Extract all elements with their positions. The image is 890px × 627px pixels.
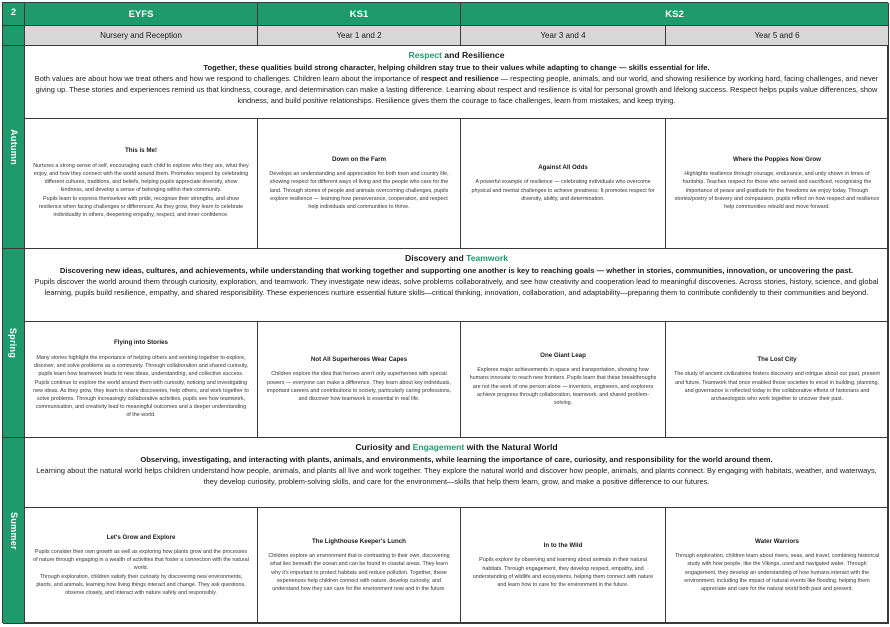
unit-lets-grow-and-explore: Let's Grow and Explore Pupils consider their own growth as well as exploring how plants grow and the processes of nature through engaging in a wealth of activities that foster a connection with the natural world. Through exploration, children satisfy their curiosity by discovering new environments, plants, and animals, learning how living things interact and change. They ask questions, observe closely, and interact with nature safely and responsibly. — [25, 508, 258, 624]
summer-theme-band — [25, 438, 889, 508]
unit-the-lost-city: The Lost City The study of ancient civilizations fosters discovery and intrigue about our past, present and future. Teamwork that once enabled those societies to excel in building, planning, and governance is reflected today in the collaborative efforts of historians and archaeologists who work together to uncover their past. — [666, 322, 889, 438]
term-label-autumn: Autumn — [3, 46, 25, 249]
unit-down-on-the-farm: Down on the Farm Develops an understanding and appreciation for both town and country life, showing respect for different ways of living and the people who care for the land. Through stories of people and animals overcoming challenges, pupils explore resilience — learning how perseverance, cooperation, and respect help individuals and communities to thrive. — [258, 119, 461, 249]
summer-intro: Learning about the natural world helps children understand how people, animals, and plants all live and work together. They explore the natural world and discover how people, animals, and plants connect. By engaging with habitats, weather, and waterways, they develop curiosity, problem-solving skills, and care for the environment—skills that help them learn, grow, and make a positive difference to our futures. — [36, 466, 877, 487]
unit-water-warriors: Water Warriors Through exploration, children learn about rivers, seas, and travel, combining historical study with how people, like the Vikings, used and navigated water. Through engagement, they develop an understanding of how humans interact with the environment, including the impact of natural events like flooding, helping them appreciate and care for the natural world both past and present. — [666, 508, 889, 624]
term-label-spring: Spring — [3, 249, 25, 438]
subheader-year-1-2: Year 1 and 2 — [258, 26, 461, 46]
term-label-summer: Summer — [3, 438, 25, 624]
spring-tagline: Discovering new ideas, cultures, and achievements, while understanding that working together and supporting one another is key to reaching goals — whether in stories, communities, innovation, or uncovering the past. — [59, 266, 854, 276]
unit-not-all-superheroes-wear-capes: Not All Superheroes Wear Capes Children explore the idea that heroes aren't only superheroes with special powers — everyone can make a difference. They learn about key individuals, important careers and contributions to society, particularly caring professions, and discover how teamwork is essential in real life. — [258, 322, 461, 438]
curriculum-grid — [2, 2, 888, 623]
summer-theme-title: Curiosity and Engagement with the Natural World — [355, 442, 558, 452]
unit-against-all-odds: Against All Odds A powerful example of resilience — celebrating individuals who overcome physical and mental challenges to achieve greatness. It promotes respect for diversity, ability, and determination. — [461, 119, 666, 249]
unit-this-is-me: This is Me! Nurtures a strong sense of self, encouraging each child to explore who they are, what they enjoy, and how they connect with the world around them. Promotes respect by celebrating different cultures, traditions, and beliefs, helping pupils appreciate diversity, show kindness, and develop a sense of belonging within their community. Pupils learn to express themselves with pride, recognise their strengths, and show resilience when facing challenges or differences. As they grow, they learn to celebrate individuality in others, deepening empathy, respect, and inner confidence. — [25, 119, 258, 249]
corner-spacer — [3, 26, 25, 46]
unit-flying-into-stories: Flying into Stories Many stories highlight the importance of helping others and working together to explore, discover, and solve problems as a community. Through collaboration and shared curiosity, pupils learn how teamwork leads to new ideas, understanding, and collective success. Pupils continue to explore the world around them with curiosity, noticing and investigating new ideas. As they grow, they learn to share discoveries, help others, and work together to solve problems. Through increasingly collaborative activities, pupils see how teamwork, communication, and creativity lead to meaningful outcomes and a deeper understanding of the world. — [25, 322, 258, 438]
spring-intro: Pupils discover the world around them through curiosity, exploration, and teamwork. They investigate new ideas, solve problems collaboratively, and see how creativity and cooperation lead to meaningful discoveries. Across stories, history, science, and global learning, pupils build resilience, empathy, and shared responsibility. These experiences nurture essential future skills—critical thinking, innovation, collaboration, and adaptability—preparing them to contribute confidently to their communities and beyond. — [34, 277, 879, 298]
autumn-intro: Both values are about how we treat others and how we respond to challenges. Children learn about the importance of respect and resilience — respecting people, animals, and our world, and showing resilience by working hard, facing challenges, and never giving up. These stories and experiences remind us that kindness, courage, and determination can make a lasting difference. Learning about respect and resilience is vital for personal growth and lifelong success. Respect helps pupils value differences, show kindness, and build positive relationships. Resilience gives them the courage to face challenges, learn from mistakes, and keep trying. — [34, 74, 879, 105]
subheader-eyfs: Nursery and Reception — [25, 26, 258, 46]
corner-number: 2 — [3, 3, 25, 26]
header-eyfs: EYFS — [25, 3, 258, 26]
unit-in-to-the-wild: In to the Wild Pupils explore by observing and learning about animals in their natural habitats. Through engagement, they develop respect, empathy, and understanding of wildlife and ecosystems, helping them connect with nature and learn how to care for the environment in the future. — [461, 508, 666, 624]
autumn-theme-band — [25, 46, 889, 119]
header-ks1: KS1 — [258, 3, 461, 26]
spring-theme-band — [25, 249, 889, 322]
unit-the-lighthouse-keepers-lunch: The Lighthouse Keeper's Lunch Children explore an environment that is contrasting to their own, discovering what lies beneath the ocean and can be found in coastal areas. They learn why it's important to protect habitats and reduce pollution. Together, these experiences help children connect with nature, develop curiosity, and understand how they can care for the environment now and in the future. — [258, 508, 461, 624]
unit-where-the-poppies-now-grow: Where the Poppies Now Grow Highlights resilience through courage, endurance, and unity shown in times of hardship. Teaches respect for those who served and sacrificed, recognising the importance of peace and gratitude for the freedoms we enjoy today. Through stories/poetry of bravery and compassion, pupils reflect on how respect and resilience help communities rebuild and move forward. — [666, 119, 889, 249]
autumn-tagline: Together, these qualities build strong character, helping children stay true to their values while adapting to change — skills essential for life. — [203, 63, 710, 73]
unit-one-giant-leap: One Giant Leap Explores major achievements in space and transportation, showing how humans innovate to reach new frontiers. Pupils learn that these breakthroughs are not the work of one person alone — inventors, engineers, and explorers achieve progress through collaboration, teamwork, and shared problem-solving. — [461, 322, 666, 438]
summer-tagline: Observing, investigating, and interacting with plants, animals, and environments, while learning the importance of care, curiosity, and responsibility for the world around them. — [140, 455, 773, 465]
autumn-theme-title: Respect and Resilience — [408, 50, 505, 60]
spring-theme-title: Discovery and Teamwork — [404, 253, 508, 263]
header-ks2: KS2 — [461, 3, 889, 26]
subheader-year-3-4: Year 3 and 4 — [461, 26, 666, 46]
subheader-year-5-6: Year 5 and 6 — [666, 26, 889, 46]
